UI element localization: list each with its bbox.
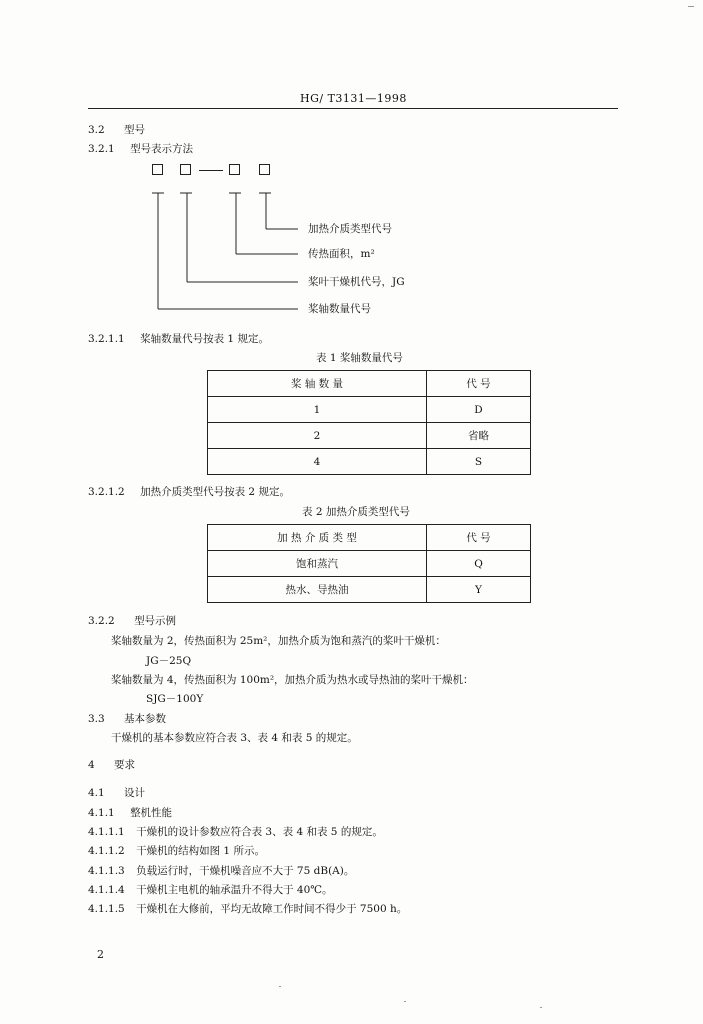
table-cell: 1 bbox=[208, 397, 427, 423]
page-number: 2 bbox=[97, 948, 104, 961]
label-shaft-count-code: 桨轴数量代号 bbox=[308, 303, 371, 315]
clause-text: 负载运行时，干燥机噪音应不大于 75 dB(A)。 bbox=[136, 865, 355, 877]
table1-caption: 表 1 桨轴数量代号 bbox=[316, 352, 403, 364]
label-paddle-dryer-code: 桨叶干燥机代号，JG bbox=[308, 276, 405, 288]
clause-text: 加热介质类型代号按表 2 规定。 bbox=[140, 486, 290, 498]
clause-number: 3.2.1.2 bbox=[88, 486, 125, 498]
section-4-1-1 bbox=[88, 806, 172, 820]
table-cell: 4 bbox=[208, 449, 427, 475]
document-code: HG/ T3131—1998 bbox=[300, 92, 407, 105]
section-title: 整机性能 bbox=[130, 807, 173, 819]
section-3-3-text: 干燥机的基本参数应符合表 3、表 4 和表 5 的规定。 bbox=[111, 732, 358, 744]
table-row bbox=[208, 577, 531, 603]
section-title: 型号示例 bbox=[134, 615, 177, 627]
table-row bbox=[208, 397, 531, 423]
section-title: 要求 bbox=[114, 759, 136, 771]
section-title: 型号表示方法 bbox=[130, 143, 194, 155]
clause-text: 干燥机在大修前，平均无故障工作时间不得少于 7500 h。 bbox=[136, 903, 408, 915]
section-3-2 bbox=[88, 123, 145, 137]
notation-box bbox=[180, 164, 191, 175]
section-number: 3.3 bbox=[88, 713, 105, 725]
table-header-cell: 加 热 介 质 类 型 bbox=[208, 525, 427, 551]
table-cell: 2 bbox=[208, 423, 427, 449]
clause-3-2-1-2 bbox=[88, 485, 290, 499]
section-title: 设计 bbox=[124, 787, 146, 799]
section-number: 4.1 bbox=[88, 787, 105, 799]
clause-number: 4.1.1.2 bbox=[88, 845, 125, 857]
clause-number: 4.1.1.1 bbox=[88, 826, 125, 838]
section-number: 3.2.2 bbox=[88, 615, 115, 627]
table1 bbox=[207, 370, 531, 475]
table-row bbox=[208, 449, 531, 475]
table-header-row bbox=[208, 371, 531, 397]
clause-number: 4.1.1.5 bbox=[88, 903, 125, 915]
clause-4-1-1-4 bbox=[88, 883, 333, 897]
clause-number: 4.1.1.4 bbox=[88, 884, 125, 896]
label-heat-transfer-area: 传热面积，m² bbox=[308, 248, 375, 260]
section-3-3 bbox=[88, 712, 166, 726]
table2-caption: 表 2 加热介质类型代号 bbox=[302, 506, 410, 518]
scan-speck bbox=[404, 1001, 406, 1002]
scan-speck bbox=[540, 1007, 542, 1008]
notation-box bbox=[229, 164, 240, 175]
clause-4-1-1-1 bbox=[88, 825, 383, 839]
header-rule bbox=[88, 108, 618, 109]
example-1-text: 桨轴数量为 2，传热面积为 25m²，加热介质为饱和蒸汽的桨叶干燥机： bbox=[111, 635, 446, 647]
clause-text: 干燥机主电机的轴承温升不得大于 40℃。 bbox=[136, 884, 333, 896]
section-4-1 bbox=[88, 786, 145, 800]
section-title: 基本参数 bbox=[124, 713, 167, 725]
notation-box bbox=[152, 164, 163, 175]
section-3-2-1 bbox=[88, 142, 193, 156]
notation-leader-lines bbox=[140, 180, 310, 320]
clause-text: 干燥机的结构如图 1 所示。 bbox=[136, 845, 265, 857]
table-row bbox=[208, 551, 531, 577]
section-number: 3.2.1 bbox=[88, 143, 115, 155]
table-row bbox=[208, 423, 531, 449]
table-header-cell: 代 号 bbox=[427, 371, 531, 397]
section-4 bbox=[88, 758, 135, 772]
clause-text: 干燥机的设计参数应符合表 3、表 4 和表 5 的规定。 bbox=[136, 826, 383, 838]
example-2-text: 桨轴数量为 4，传热面积为 100m²，加热介质为热水或导热油的桨叶干燥机： bbox=[111, 674, 474, 686]
clause-3-2-1-1 bbox=[88, 332, 269, 346]
section-title: 型号 bbox=[124, 124, 146, 136]
section-number: 4.1.1 bbox=[88, 807, 115, 819]
clause-4-1-1-3 bbox=[88, 864, 354, 878]
table-cell: 省略 bbox=[427, 423, 531, 449]
example-1-code: JG－25Q bbox=[146, 655, 192, 667]
table2 bbox=[207, 524, 531, 603]
notation-box bbox=[259, 164, 270, 175]
clause-number: 3.2.1.1 bbox=[88, 333, 125, 345]
table-cell: D bbox=[427, 397, 531, 423]
scan-speck bbox=[279, 986, 281, 987]
table-cell: Y bbox=[427, 577, 531, 603]
example-2-code: SJG－100Y bbox=[146, 693, 204, 705]
clause-text: 桨轴数量代号按表 1 规定。 bbox=[140, 333, 269, 345]
scan-speck bbox=[688, 6, 694, 7]
label-heating-medium-code: 加热介质类型代号 bbox=[308, 223, 392, 235]
table-header-cell: 桨 轴 数 量 bbox=[208, 371, 427, 397]
section-3-2-2 bbox=[88, 614, 176, 628]
table-cell: Q bbox=[427, 551, 531, 577]
table-header-row bbox=[208, 525, 531, 551]
notation-dash bbox=[199, 170, 223, 171]
section-number: 3.2 bbox=[88, 124, 105, 136]
clause-4-1-1-2 bbox=[88, 844, 265, 858]
table-cell: 饱和蒸汽 bbox=[208, 551, 427, 577]
table-header-cell: 代 号 bbox=[427, 525, 531, 551]
section-number: 4 bbox=[88, 759, 95, 771]
clause-4-1-1-5 bbox=[88, 902, 407, 916]
table-cell: S bbox=[427, 449, 531, 475]
table-cell: 热水、导热油 bbox=[208, 577, 427, 603]
clause-number: 4.1.1.3 bbox=[88, 865, 125, 877]
